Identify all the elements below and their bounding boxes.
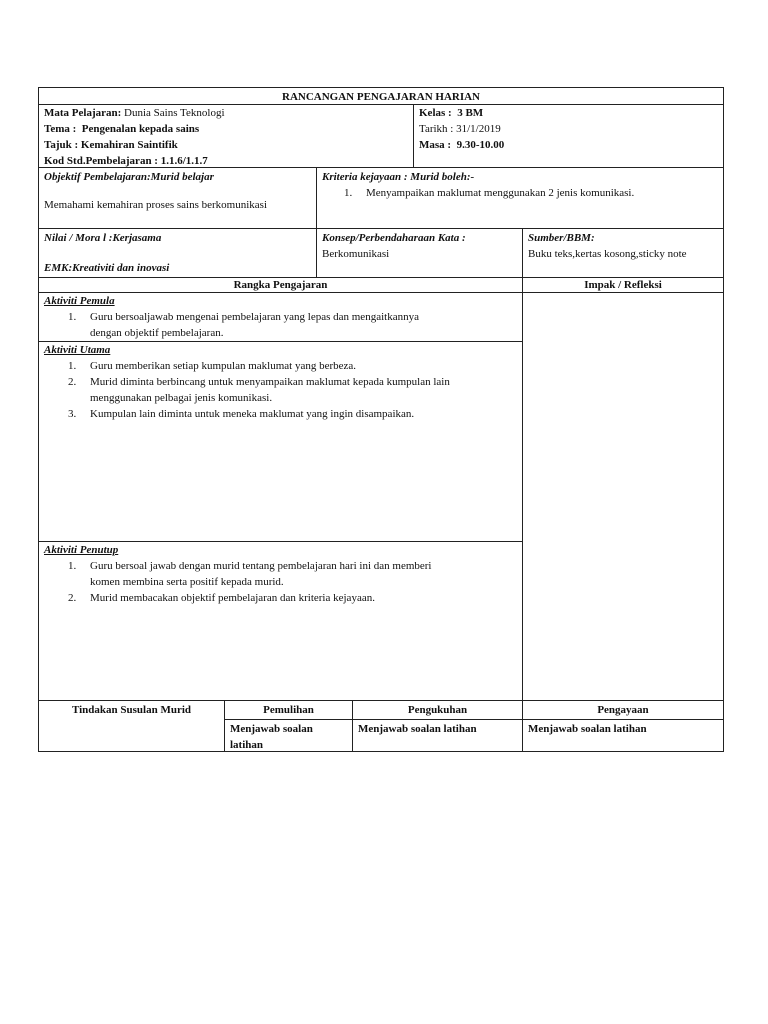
list-item: 1. Guru memberikan setiap kumpulan maklumat yang berbeza. — [68, 360, 357, 372]
pengukuhan-header: Pengukuhan — [352, 700, 523, 720]
aktiviti-penutup-list — [44, 558, 517, 606]
aktiviti-utama-label: Aktiviti Utama — [44, 344, 111, 356]
list-item: 1. Guru bersoal jawab dengan murid tentang pembelajaran hari ini dan memberi komen membina serta positif kepada murid. — [68, 560, 432, 588]
header-info-right — [413, 104, 724, 168]
pengayaan-header: Pengayaan — [522, 700, 724, 720]
kriteria-list — [322, 185, 718, 201]
konsep-cell — [316, 228, 523, 278]
kelas-line: Kelas : 3 BM — [419, 107, 484, 119]
impak-header: Impak / Refleksi — [522, 277, 724, 293]
tindakan-susulan-cell: Tindakan Susulan Murid — [38, 700, 225, 752]
pengukuhan-value: Menjawab soalan latihan — [352, 719, 523, 752]
kriteria-label: Kriteria kejayaan : Murid boleh:- — [322, 171, 475, 183]
aktiviti-pemula-list — [44, 309, 517, 341]
kriteria-cell — [316, 167, 724, 229]
pengayaan-value: Menjawab soalan latihan — [522, 719, 724, 752]
nilai-cell — [38, 228, 317, 278]
objektif-cell — [38, 167, 317, 229]
mata-pelajaran-line: Mata Pelajaran: Dunia Sains Teknologi — [44, 107, 225, 119]
masa-line: Masa : 9.30-10.00 — [419, 139, 505, 151]
konsep-value: Berkomunikasi — [322, 248, 390, 260]
header-info-left — [38, 104, 414, 168]
emk-label: EMK:Kreativiti dan inovasi — [44, 262, 170, 274]
impak-refleksi-cell — [522, 292, 724, 701]
sumber-label: Sumber/BBM: — [528, 232, 595, 244]
list-item: 1. Menyampaikan maklumat menggunakan 2 jenis komunikasi. — [344, 187, 635, 199]
tema-line: Tema : Pengenalan kepada sains — [44, 123, 200, 135]
pemulihan-value: Menjawab soalan latihan — [224, 719, 353, 752]
aktiviti-utama-list — [44, 358, 517, 422]
objektif-text: Memahami kemahiran proses sains berkomunikasi — [44, 199, 268, 211]
sumber-value: Buku teks,kertas kosong,sticky note — [528, 248, 687, 260]
aktiviti-penutup-label: Aktiviti Penutup — [44, 544, 119, 556]
aktiviti-pemula-cell — [38, 292, 523, 342]
document-title: RANCANGAN PENGAJARAN HARIAN — [38, 87, 724, 105]
objektif-label: Objektif Pembelajaran:Murid belajar — [44, 171, 214, 183]
list-item: 2. Murid membacakan objektif pembelajaran dan kriteria kejayaan. — [68, 592, 375, 604]
tajuk-line: Tajuk : Kemahiran Saintifik — [44, 139, 178, 151]
tarikh-line: Tarikh : 31/1/2019 — [419, 123, 501, 135]
pemulihan-header: Pemulihan — [224, 700, 353, 720]
kod-std-line: Kod Std.Pembelajaran : 1.1.6/1.1.7 — [44, 155, 208, 167]
nilai-label: Nilai / Mora l :Kerjasama — [44, 232, 162, 244]
list-item: 2. Murid diminta berbincang untuk menyampaikan maklumat kepada kumpulan lain menggunakan pelbagai jenis komunikasi. — [68, 376, 450, 404]
aktiviti-utama-cell — [38, 341, 523, 542]
list-item: 3. Kumpulan lain diminta untuk meneka maklumat yang ingin disampaikan. — [68, 408, 415, 420]
konsep-label: Konsep/Perbendaharaan Kata : — [322, 232, 466, 244]
aktiviti-pemula-label: Aktiviti Pemula — [44, 295, 115, 307]
aktiviti-penutup-cell — [38, 541, 523, 701]
list-item: 1. Guru bersoaljawab mengenai pembelajaran yang lepas dan mengaitkannya dengan objektif pembelajaran. — [68, 311, 419, 339]
sumber-cell — [522, 228, 724, 278]
rangka-header: Rangka Pengajaran — [38, 277, 523, 293]
